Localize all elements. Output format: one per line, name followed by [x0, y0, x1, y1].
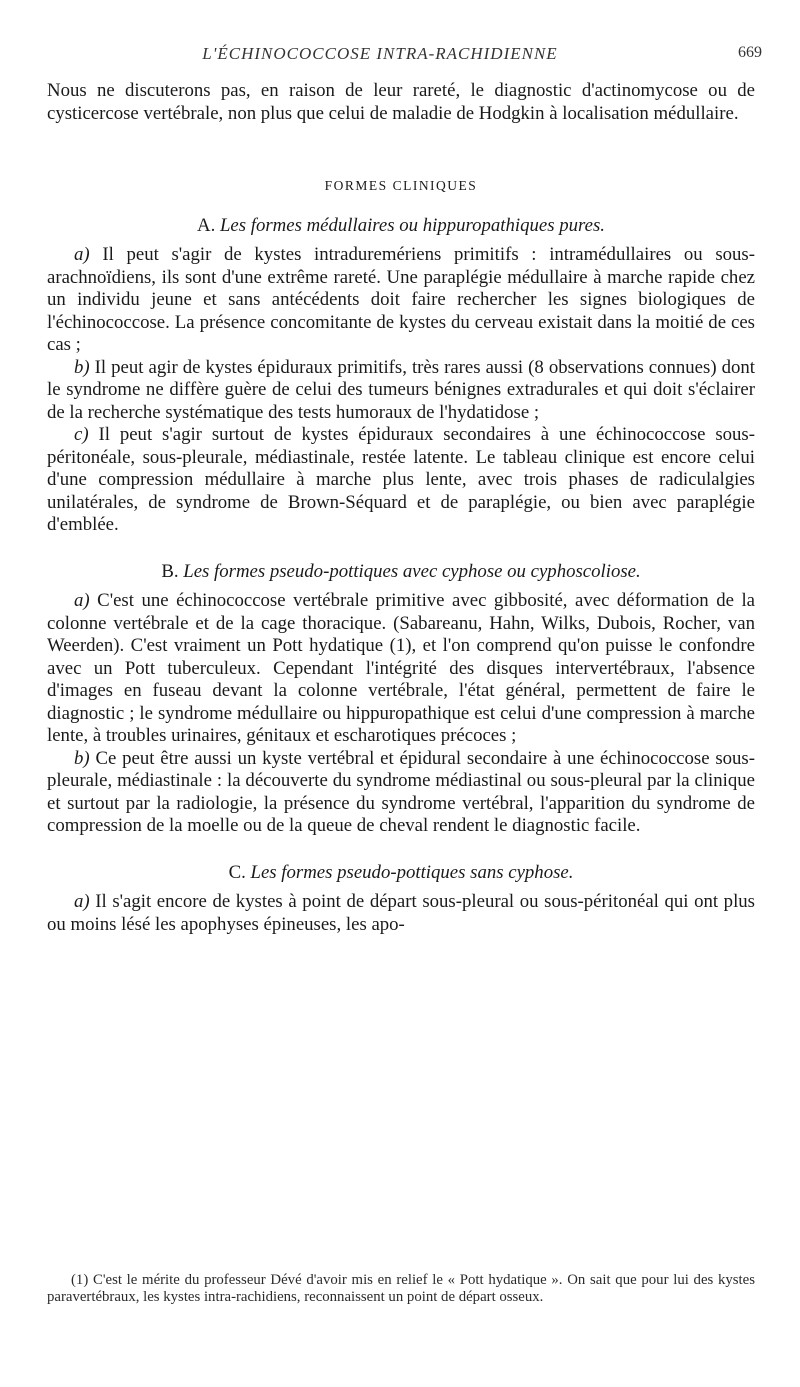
paragraph-c-a: [47, 891, 755, 936]
item-text: Il peut s'agir surtout de kystes épiduraux secondaires à une échinococcose sous-péritonéale, sous-pleurale, médiastinale, restée latente. Le tableau clinique est encore celui d'une compression médullaire à marche plus lente, avec trois phases de radiculalgies unilatérales, de syndrome de Brown-Séquard et de paraplégie, ou bien avec paraplégie d'emblée.: [47, 424, 755, 535]
subsection-c-heading: [47, 862, 755, 885]
item-label: b): [74, 356, 90, 378]
subsection-letter: C.: [228, 861, 246, 883]
item-label: a): [74, 590, 90, 611]
intro-paragraph: Nous ne discuterons pas, en raison de leur rareté, le diagnostic d'actinomycose ou de cysticercose vertébrale, non plus que celui de maladie de Hodgkin à localisation médullaire.: [47, 80, 755, 124]
body-text: [47, 80, 755, 936]
paragraph-a-a: [47, 244, 755, 357]
running-head: [0, 44, 800, 74]
item-text: Ce peut être aussi un kyste vertébral et épidural secondaire à une échinococcose sous-pleurale, médiastinale : la découverte du syndrome médiastinal ou sous-pleural par la clinique et surtout par la radiologie, la présence du syndrome vertébral, l'apparition du syndrome de compression de la moelle ou de la queue de cheval rendent le diagnostic facile.: [47, 747, 755, 836]
item-text: Il peut agir de kystes épiduraux primitifs, très rares aussi (8 observations connues) dont le syndrome ne diffère guère de celui des tumeurs bénignes extradurales et qui doit s'éclairer de la recherche systématique des tests humoraux de l'hydatidose ;: [47, 356, 755, 423]
subsection-letter: B.: [161, 560, 179, 582]
item-text: Il s'agit encore de kystes à point de départ sous-pleural ou sous-péritonéal qui ont plus ou moins lésé les apophyses épineuses, les apo-: [47, 891, 755, 935]
footnotes: [47, 1272, 755, 1306]
subsection-a-heading: [47, 215, 755, 238]
paragraph-b-b: [47, 748, 755, 838]
subsection-title: Les formes médullaires ou hippuropathiques pures.: [219, 214, 605, 236]
paragraph-a-b: [47, 357, 755, 425]
section-heading: FORMES CLINIQUES: [324, 178, 478, 193]
subsection-title: Les formes pseudo-pottiques sans cyphose.: [250, 861, 574, 883]
subsection-letter: A.: [197, 214, 216, 236]
item-label: a): [74, 244, 90, 265]
subsection-title: Les formes pseudo-pottiques avec cyphose ou cyphoscoliose.: [183, 560, 641, 582]
running-title: L'ÉCHINOCOCCOSE INTRA-RACHIDIENNE: [202, 44, 558, 63]
item-label: a): [74, 891, 90, 912]
item-label: b): [74, 747, 90, 769]
item-label: c): [74, 424, 89, 445]
page-number: 669: [738, 44, 762, 61]
paragraph-b-a: [47, 590, 755, 748]
subsection-b-heading: [47, 561, 755, 584]
footnote-1: (1) C'est le mérite du professeur Dévé d'avoir mis en relief le « Pott hydatique ». On sait que pour lui des kystes paravertébraux, les kystes intra-rachidiens, reconnaissent un point de départ osseux.: [47, 1272, 755, 1305]
item-text: Il peut s'agir de kystes intraduremériens primitifs : intramédullaires ou sous-arachnoïdiens, ils sont d'une extrême rareté. Une paraplégie médullaire à marche rapide chez un individu jeune et sans antécédents doit faire rechercher les signes biologiques de l'échinococcose. La présence concomitante de kystes du cerveau existait dans la moitié de ces cas ;: [47, 244, 755, 355]
item-text: C'est une échinococcose vertébrale primitive avec gibbosité, avec déformation de la colonne vertébrale et de la cage thoracique. (Sabareanu, Hahn, Wilks, Dubois, Rocher, van Weerden). C'est vraiment un Pott hydatique (1), et l'on comprend qu'on puisse le confondre avec un Pott tuberculeux. Cependant l'intégrité des disques intervertébraux, l'absence d'images en fuseau devant la colonne vertébrale, l'état général, permettent de faire le diagnostic ; le syndrome médullaire ou hippuropathique est celui d'une compression à marche lente, à troubles urinaires, génitaux et escharotiques précoces ;: [47, 590, 755, 746]
paragraph-a-c: [47, 424, 755, 537]
